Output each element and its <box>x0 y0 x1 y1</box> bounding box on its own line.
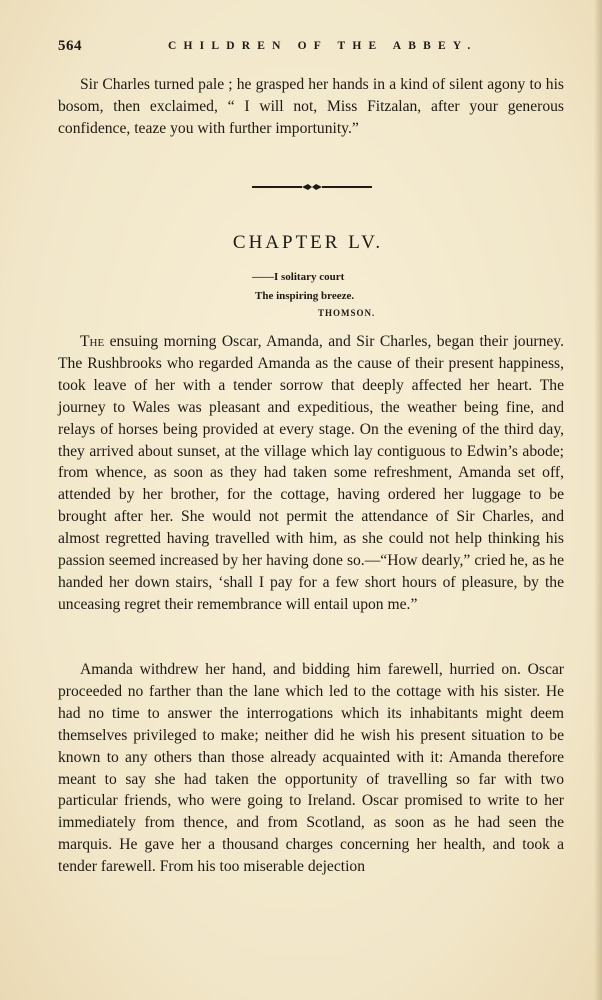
section-divider <box>252 184 372 190</box>
epigraph-attribution: THOMSON. <box>318 308 376 318</box>
epigraph-dash: —— <box>252 271 274 283</box>
page-header <box>58 38 548 58</box>
opening-paragraph-text: Sir Charles turned pale ; he grasped her hands in a kind of silent agony to his bosom, then exclaimed, “ I will not, Miss Fitzalan, after your generous confidence, teaze you with further importunity.” <box>58 76 564 137</box>
body-paragraph-1-rest: ensuing morning Oscar, Amanda, and Sir Charles, began their journey. The Rushbrooks who regarded Amanda as the cause of their present happiness, took leave of her with a tender sorrow that deeply affected her heart. The journey to Wales was pleasant and expeditious, the weather being fine, and relays of horses being provided at every stage. On the evening of the third day, they arrived about sunset, at the village which lay contiguous to Edwin’s abode; from whence, as soon as they had taken some refreshment, Amanda set off, attended by her brother, for the cottage, having ordered her luggage to be brought after her. She would not permit the attendance of Sir Charles, and almost regretted having travelled with him, as she could not help thinking his passion seemed increased by her having done so.—“How dearly,” cried he, as he handed her down stairs, ‘shall I pay for a few short hours of pleasure, by the unceasing regret their remembrance will entail upon me.” <box>58 333 564 613</box>
body-paragraph-2 <box>58 659 564 878</box>
chapter-lead-word: The <box>80 333 105 350</box>
chapter-title: CHAPTER LV. <box>232 232 384 253</box>
epigraph-line-1 <box>252 271 344 283</box>
divider-ornament-icon <box>302 183 322 191</box>
opening-paragraph <box>58 74 564 140</box>
divider-right-rule <box>322 186 372 188</box>
epigraph-line-1-text: I solitary court <box>274 271 345 283</box>
body-paragraph-2-text: Amanda withdrew her hand, and bidding him farewell, hurried on. Oscar proceeded no farther than the lane which led to the cottage with his sister. He had no time to answer the interrogations which its inhabitants might deem themselves privileged to make; neither did he wish his present situation to be known to any others than those already acquainted with it: Amanda therefore meant to say she had taken the opportunity of travelling so far with two particular friends, who were going to Ireland. Oscar promised to write to her immediately from thence, and from Scotland, as soon as he had seen the marquis. He gave her a thousand charges concerning her health, and took a tender farewell. From his too miserable dejection <box>58 661 564 876</box>
divider-left-rule <box>252 186 302 188</box>
body-paragraph-1 <box>58 331 564 616</box>
body-paragraph-1-text <box>58 331 564 616</box>
epigraph-line-2: The inspiring breeze. <box>255 290 355 302</box>
page-number: 564 <box>58 38 82 54</box>
running-head: CHILDREN OF THE ABBEY. <box>168 40 478 52</box>
page-edge-shadow <box>594 0 602 1000</box>
